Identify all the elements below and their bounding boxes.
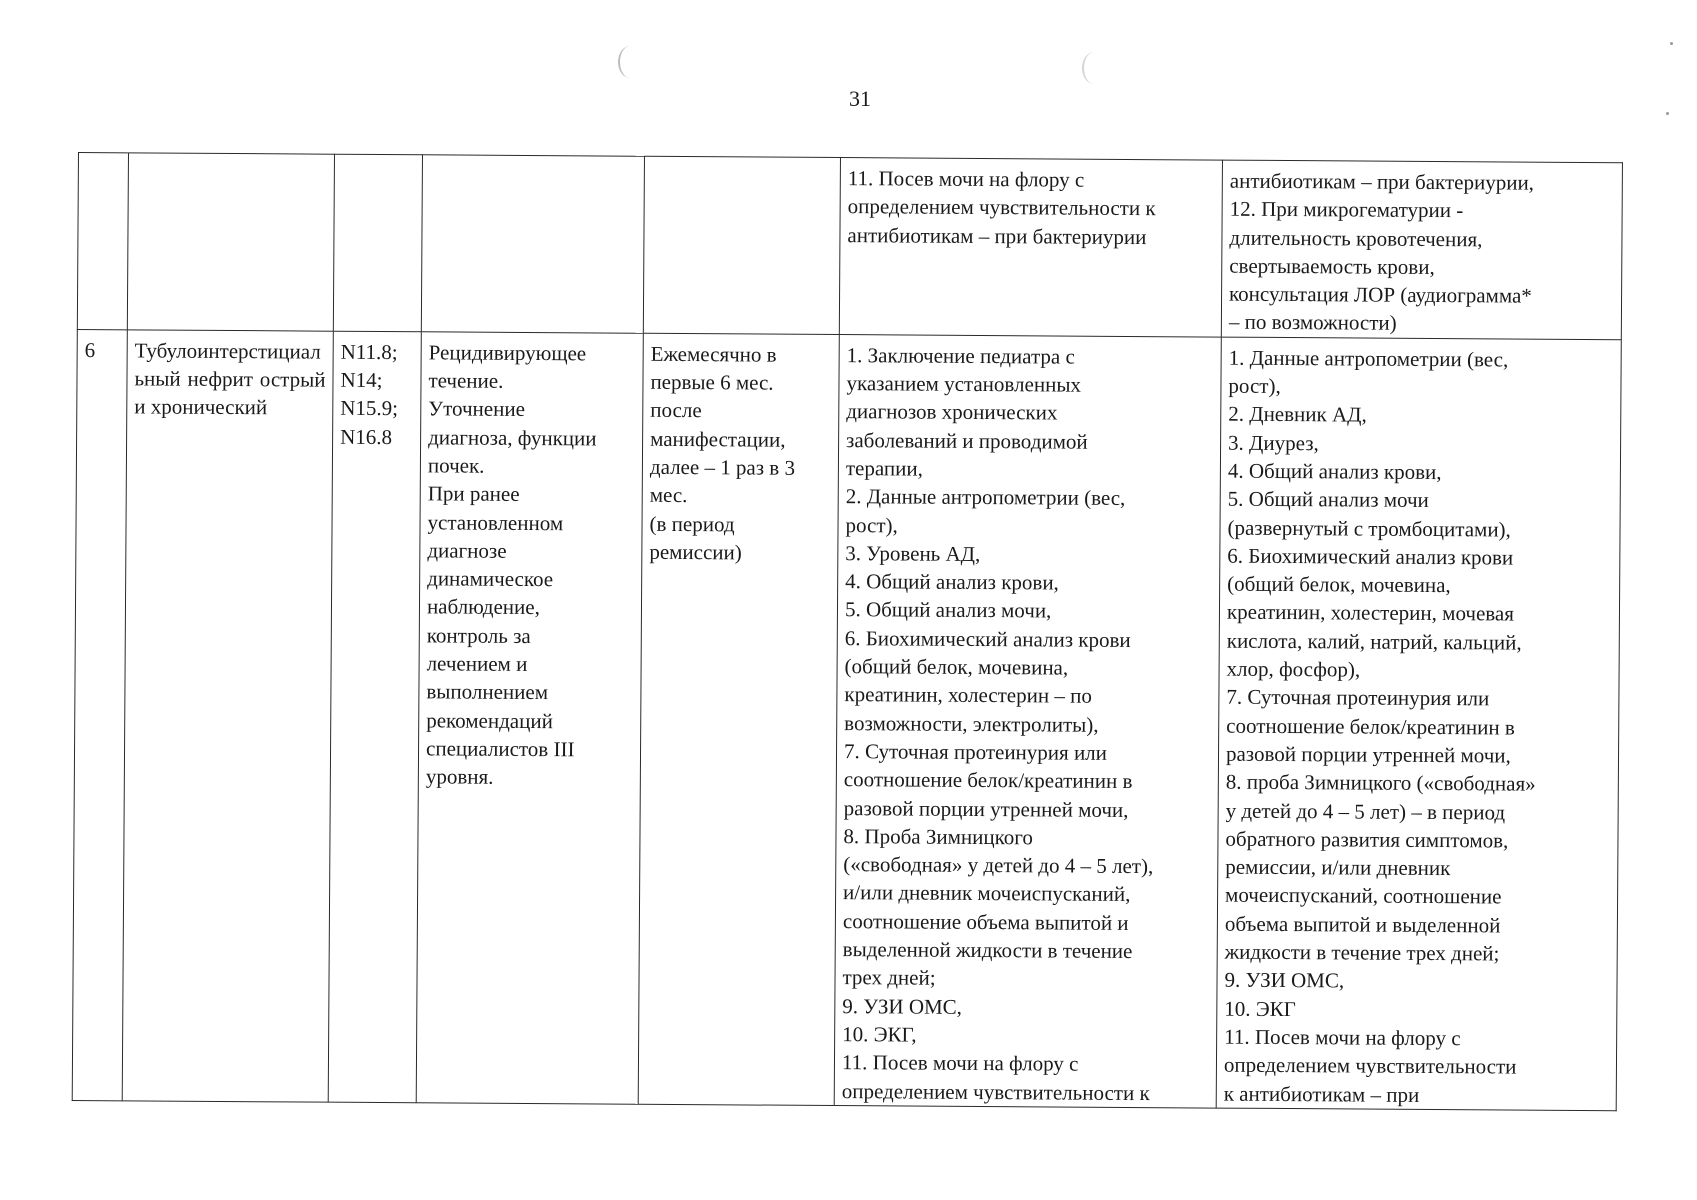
cell-number: [77, 153, 128, 330]
cell-codes: [333, 154, 422, 331]
cell-course: Рецидивирующее течение. Уточнение диагноза, функции почек. При ранее установленном диагнозе динамическое наблюдение, контроль за лечением и выполнением рекомендаций специалистов III уровня.: [416, 332, 643, 1104]
clinical-observation-table: [72, 152, 1623, 1111]
table-row-continuation: [77, 153, 1622, 340]
cell-number: 6: [72, 329, 127, 1100]
cell-second-level-exams: 11. Посев мочи на флору с определением чувствительности к антибиотикам – при бактериурии: [839, 158, 1222, 337]
cell-second-level-exams: 1. Заключение педиатра с указанием установленных диагнозов хронических заболеваний и проводимой терапии, 2. Данные антропометрии (вес, рост), 3. Уровень АД, 4. Общий анализ крови, 5. Общий анализ мочи, 6. Биохимический анализ крови (общий белок, мочевина, креатинин, холестерин – по возможности, электролиты), 7. Суточная протеинурия или соотношение белок/креатинин в разовой порции утренней мочи, 8. Проба Зимницкого («свободная» у детей до 4 – 5 лет), и/или дневник мочеиспусканий, соотношение объема выпитой и выделенной жидкости в течение трех дней; 9. УЗИ ОМС, 10. ЭКГ, 11. Посев мочи на флору с определением чувствительности к: [834, 334, 1221, 1108]
cell-frequency: [643, 156, 840, 334]
cell-disease: Тубулоинтерстициальный нефрит острый и хронический: [122, 330, 333, 1102]
scan-speck: [1666, 112, 1669, 115]
cell-disease: [127, 153, 334, 331]
cell-third-level-exams: 1. Данные антропометрии (вес, рост), 2. Дневник АД, 3. Диурез, 4. Общий анализ крови, 5. Общий анализ мочи (развернутый с тромбоцитами), 6. Биохимический анализ крови (общий белок, мочевина, креатинин, холестерин, мочевая кислота, калий, натрий, кальций, хлор, фосфор), 7. Суточная протеинурия или соотношение белок/креатинин в разовой порции утренней мочи, 8. проба Зимницкого («свободная» у детей до 4 – 5 лет) – в период обратного развития симптомов, ремиссии, и/или дневник мочеиспусканий, соотношение объема выпитой и выделенной жидкости в течение трех дней; 9. УЗИ ОМС, 10. ЭКГ 11. Посев мочи на флору с определением чувствительности к антибиотикам – при: [1216, 337, 1621, 1111]
scan-artifact-mark: [618, 46, 642, 78]
cell-third-level-exams: антибиотикам – при бактериурии, 12. При микрогематурии - длительность кровотечения, свертываемость крови, консультация ЛОР (аудиограмма* – по возможности): [1221, 160, 1622, 339]
cell-codes: N11.8; N14; N15.9; N16.8: [328, 331, 421, 1103]
cell-frequency: Ежемесячно в первые 6 мес. после манифестации, далее – 1 раз в 3 мес. (в период ремиссии): [638, 333, 839, 1105]
table-row-6: [72, 329, 1621, 1110]
scan-speck: [1670, 42, 1673, 45]
cell-course: [421, 155, 644, 333]
page-number: 31: [849, 86, 871, 111]
scan-artifact-mark: [1082, 52, 1106, 84]
